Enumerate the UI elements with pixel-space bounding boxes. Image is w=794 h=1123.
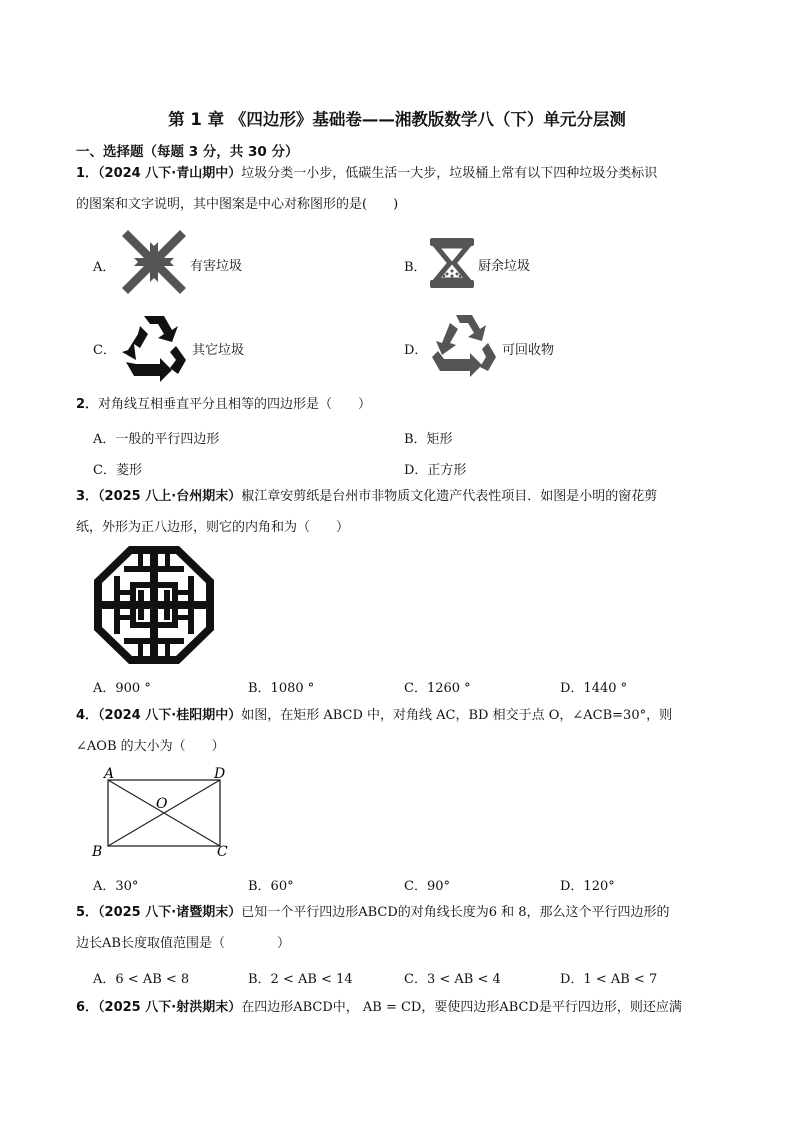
question-source: （2025 八上·台州期末） [98, 489, 242, 504]
option-a-label: 有害垃圾 [190, 259, 243, 274]
q3-option-c: C．1260 ° [404, 681, 471, 696]
question-number: 4． [76, 708, 99, 723]
question-3-line-1 [76, 489, 657, 505]
label-o: O [156, 796, 168, 812]
octagon-papercut-figure [94, 546, 214, 664]
question-4-line-1 [76, 708, 672, 724]
option-a-letter: A． [93, 260, 116, 275]
question-source: （2025 八下·射洪期末） [98, 1000, 242, 1015]
q3-option-a: A．900 ° [93, 681, 151, 696]
q2-option-a: A．一般的平行四边形 [93, 432, 220, 447]
q4-option-d: D．120° [560, 879, 615, 894]
question-number: 1． [76, 166, 99, 181]
option-c-label: 其它垃圾 [192, 343, 245, 358]
option-b-letter: B． [404, 260, 427, 275]
page-title: 第 1 章 《四边形》基础卷——湘教版数学八（下）单元分层测 [168, 110, 626, 129]
question-text: 如图，在矩形 ABCD 中，对角线 AC，BD 相交于点 O，∠ACB=30°，则 [241, 708, 673, 723]
q3-option-b: B．1080 ° [248, 681, 315, 696]
question-text: 对角线互相垂直平分且相等的四边形是（ ） [98, 397, 372, 412]
option-b-label: 厨余垃圾 [478, 259, 531, 274]
option-d-label: 可回收物 [502, 343, 555, 358]
recyclable-icon [430, 313, 498, 377]
question-number: 5． [76, 905, 99, 920]
question-1-line-2: 的图案和文字说明，其中图案是中心对称图形的是( ) [76, 197, 399, 212]
question-text: 已知一个平行四边形ABCD的对角线长度为6 和 8，那么这个平行四边形的 [241, 905, 670, 920]
q4-option-a: A．30° [93, 879, 139, 894]
question-text: 在四边形ABCD中， AB = CD，要使四边形ABCD是平行四边形，则还应满 [241, 1000, 682, 1015]
question-5-line-2: 边长AB长度取值范围是（ ） [76, 936, 290, 951]
q2-option-d: D．正方形 [404, 463, 467, 478]
question-text: 椒江章安剪纸是台州市非物质文化遗产代表性项目．如图是小明的窗花剪 [241, 489, 658, 504]
section-heading: 一、选择题（每题 3 分，共 30 分） [76, 144, 299, 160]
question-number: 6． [76, 1000, 99, 1015]
question-number: 2． [76, 397, 99, 412]
q5-option-c: C．3 < AB < 4 [404, 972, 501, 987]
kitchen-waste-icon [430, 238, 474, 288]
label-d: D [214, 766, 226, 782]
question-text: 垃圾分类一小步，低碳生活一大步，垃圾桶上常有以下四种垃圾分类标识 [241, 166, 658, 181]
question-1-line-1 [76, 166, 657, 182]
question-2 [76, 397, 371, 413]
question-5-line-1 [76, 905, 670, 921]
question-4-line-2: ∠AOB 的大小为（ ） [76, 739, 225, 754]
question-source: （2024 八下·桂阳期中） [98, 708, 242, 723]
label-a: A [104, 766, 115, 782]
label-c: C [217, 844, 228, 860]
q2-option-b: B．矩形 [404, 432, 453, 447]
question-6-line-1 [76, 1000, 682, 1016]
hazardous-waste-icon [122, 230, 186, 294]
question-number: 3． [76, 489, 99, 504]
q5-option-a: A．6 < AB < 8 [93, 972, 190, 987]
q4-option-b: B．60° [248, 879, 294, 894]
option-c-letter: C． [93, 343, 116, 358]
other-waste-recycle-icon [120, 312, 188, 378]
q5-option-b: B．2 < AB < 14 [248, 972, 353, 987]
question-3-line-2: 纸，外形为正八边形，则它的内角和为（ ） [76, 520, 350, 535]
q5-option-d: D．1 < AB < 7 [560, 972, 658, 987]
q3-option-d: D．1440 ° [560, 681, 628, 696]
rectangle-abcd-figure [90, 766, 240, 862]
q2-option-c: C．菱形 [93, 463, 142, 478]
question-source: （2024 八下·青山期中） [98, 166, 242, 181]
option-d-letter: D． [404, 343, 428, 358]
question-source: （2025 八下·诸暨期末） [98, 905, 242, 920]
q4-option-c: C．90° [404, 879, 450, 894]
label-b: B [92, 844, 103, 860]
